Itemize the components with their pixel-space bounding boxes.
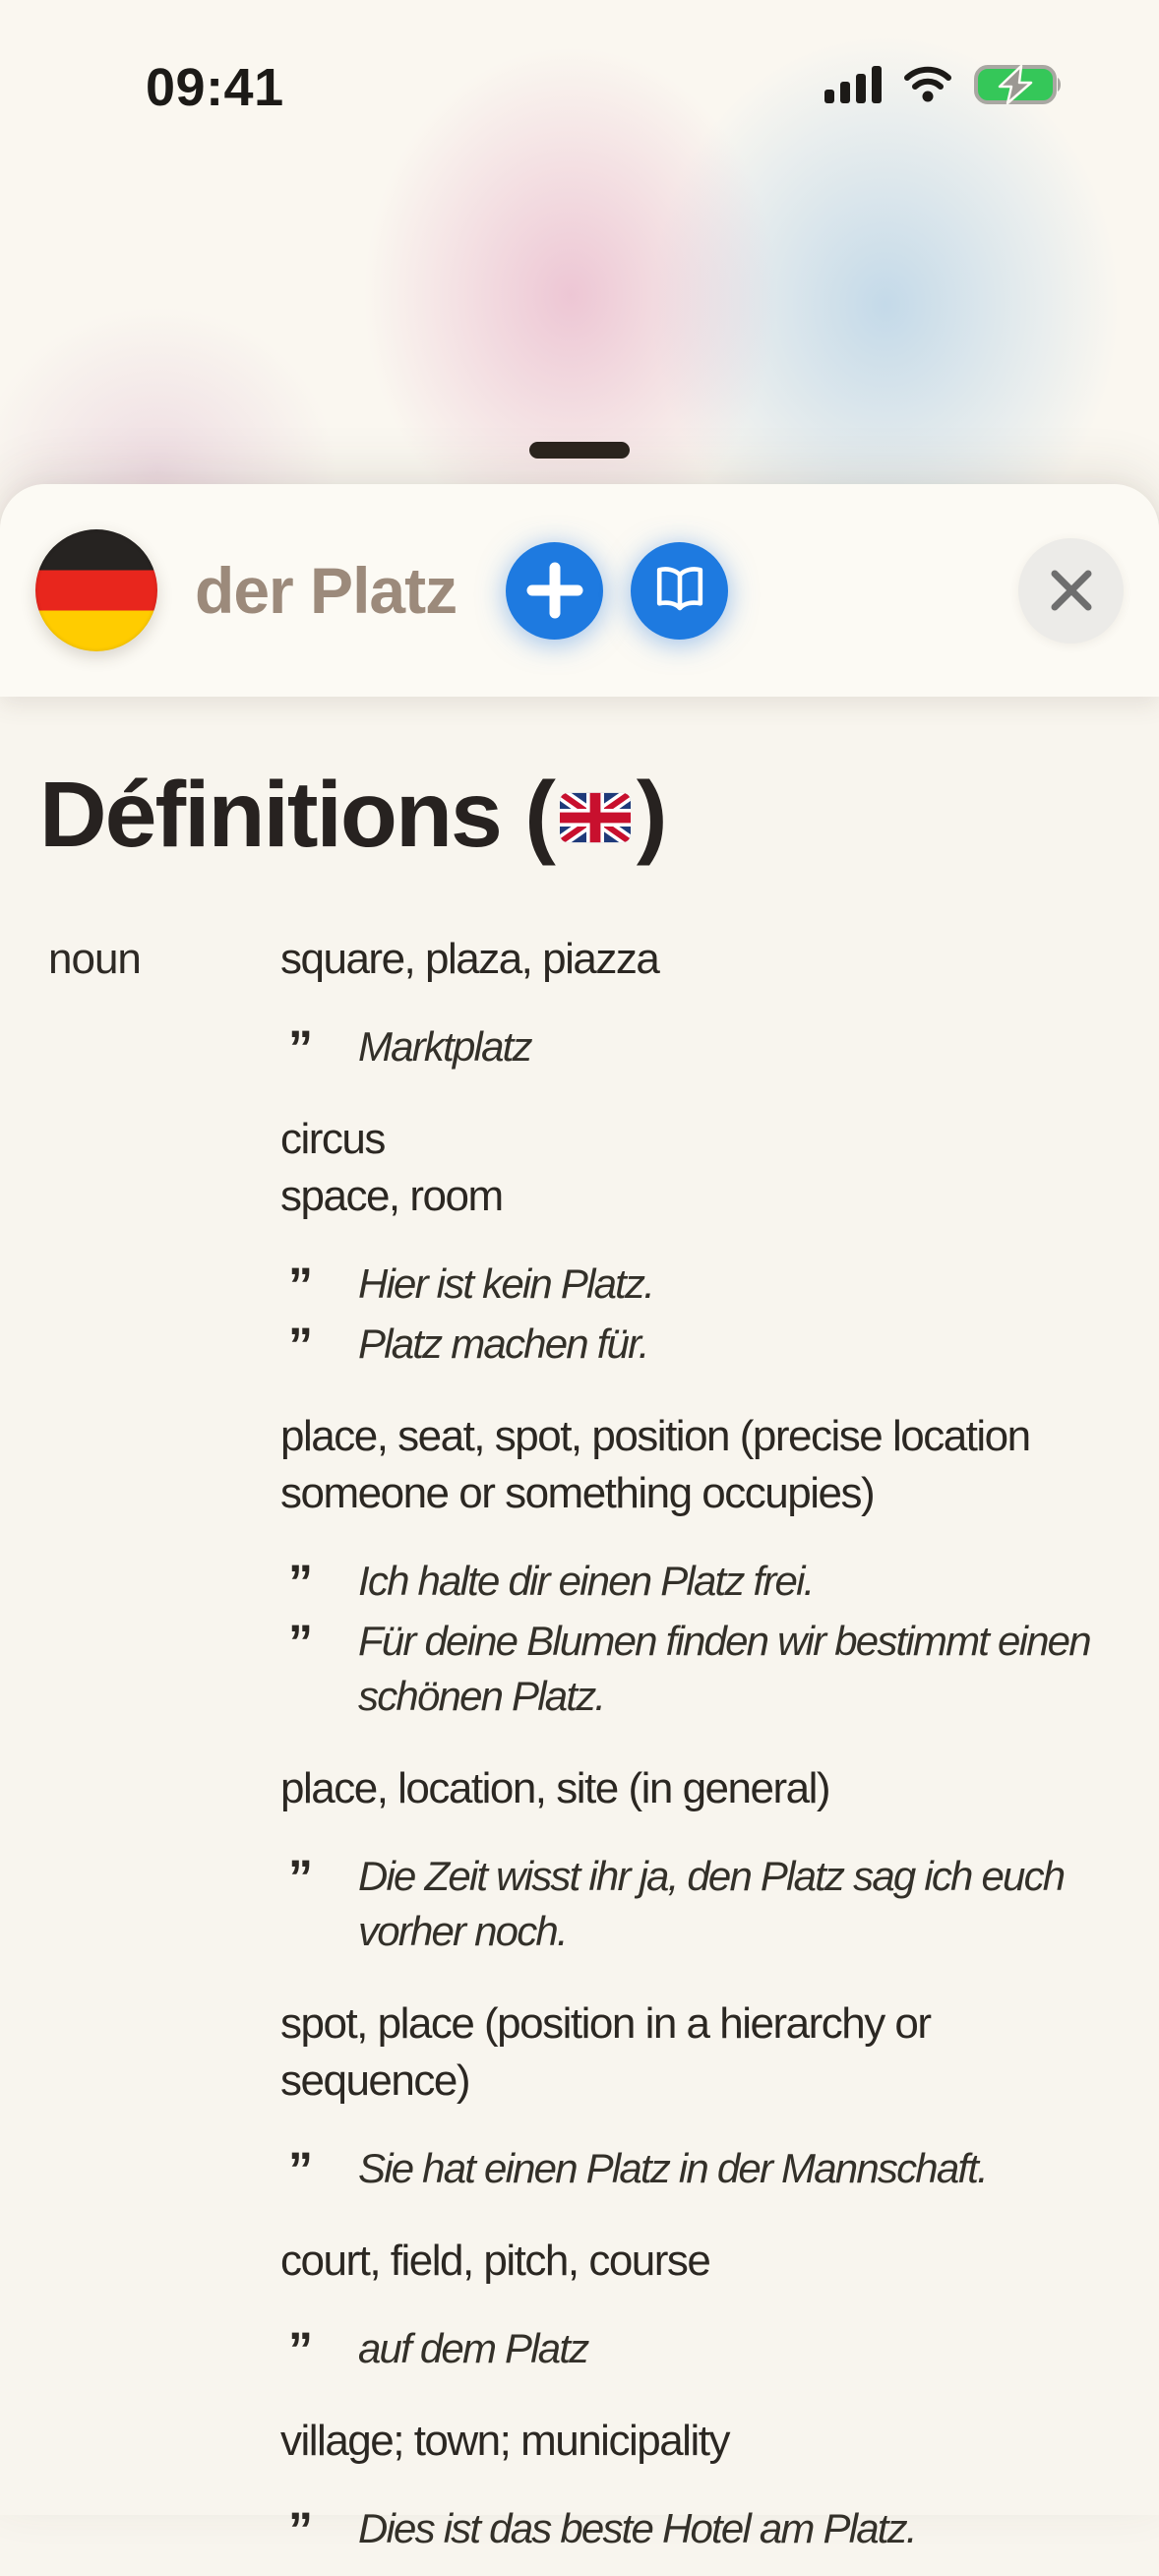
example-quote-icon: ” [288, 2502, 313, 2557]
example-row [280, 1849, 1129, 1959]
sense-definition: spot, place (position in a hierarchy or sequence) [280, 1999, 931, 2105]
example-row [280, 1257, 1129, 1312]
sense-examples [280, 1849, 1129, 1959]
example-text: Hier ist kein Platz. [358, 1260, 654, 1307]
sense-examples [280, 1257, 1129, 1372]
example-row [280, 1317, 1129, 1372]
sense-definition: village; town; municipality [280, 2417, 729, 2465]
example-text: Für deine Blumen finden wir bestimmt einen schönen Platz. [358, 1618, 1090, 1719]
sense-examples [280, 2321, 1129, 2376]
plus-icon [527, 563, 582, 618]
sense-definition: place, location, site (in general) [280, 1764, 829, 1812]
example-text: Ich halte dir einen Platz frei. [358, 1558, 814, 1604]
example-row [280, 2501, 1129, 2556]
sense-definition: place, seat, spot, position (precise location someone or something occupies) [280, 1412, 1030, 1517]
sense-block [280, 1995, 1129, 2196]
sense-examples [280, 2141, 1129, 2196]
definitions-heading-suffix: ) [636, 763, 666, 867]
part-of-speech-label: noun [48, 935, 141, 983]
sense-definition: circus [280, 1115, 385, 1163]
example-row [280, 1614, 1129, 1724]
example-quote-icon: ” [288, 1020, 313, 1075]
definitions-heading-text: Définitions ( [39, 763, 554, 867]
example-quote-icon: ” [288, 1555, 313, 1610]
example-quote-icon: ” [288, 1850, 313, 1905]
status-icons [824, 65, 1063, 104]
definitions-scroll-area[interactable] [0, 758, 1159, 2576]
example-row [280, 2321, 1129, 2376]
example-text: Marktplatz [358, 1023, 531, 1070]
example-quote-icon: ” [288, 1257, 313, 1313]
close-icon [1048, 567, 1095, 614]
example-text: Platz machen für. [358, 1320, 648, 1367]
example-text: Die Zeit wisst ihr ja, den Platz sag ich euch vorher noch. [358, 1853, 1065, 1954]
example-row [280, 1019, 1129, 1074]
sense-definition: space, room [280, 1172, 503, 1220]
sheet-header [0, 484, 1159, 697]
sense-examples [280, 2501, 1129, 2556]
sense-block [280, 2413, 1129, 2556]
example-text: Sie hat einen Platz in der Mannschaft. [358, 2145, 988, 2191]
wifi-icon [903, 66, 952, 103]
word-sheet [0, 484, 1159, 2557]
add-button[interactable] [506, 542, 603, 640]
sense-examples [280, 1019, 1129, 1074]
example-text: auf dem Platz [358, 2325, 588, 2371]
word-title: der Platz [195, 554, 458, 627]
example-text: Dies ist das beste Hotel am Platz. [358, 2505, 916, 2551]
sense-block [280, 1111, 1129, 1168]
cellular-signal-icon [824, 66, 882, 103]
senses-list [280, 931, 1129, 2556]
example-quote-icon: ” [288, 1318, 313, 1373]
open-book-icon [651, 565, 708, 616]
example-row [280, 1554, 1129, 1609]
sense-block [280, 2233, 1129, 2376]
german-flag-icon [35, 529, 157, 651]
example-row [280, 2141, 1129, 2196]
sense-block [280, 1408, 1129, 1724]
example-quote-icon: ” [288, 1615, 313, 1670]
battery-charging-icon [974, 65, 1063, 104]
uk-flag-icon [560, 792, 631, 843]
sense-block [280, 931, 1129, 1074]
sheet-drag-handle[interactable] [529, 442, 630, 459]
status-time: 09:41 [146, 58, 284, 117]
sense-definition: court, field, pitch, course [280, 2237, 710, 2285]
dictionary-button[interactable] [631, 542, 728, 640]
sense-definition: square, plaza, piazza [280, 935, 659, 983]
example-quote-icon: ” [288, 2322, 313, 2377]
definitions-heading [39, 758, 1129, 872]
sense-block [280, 1760, 1129, 1959]
example-quote-icon: ” [288, 2142, 313, 2197]
sense-examples [280, 1554, 1129, 1724]
close-button[interactable] [1018, 538, 1124, 644]
sense-block [280, 1168, 1129, 1372]
dictionary-entry [39, 931, 1129, 2556]
